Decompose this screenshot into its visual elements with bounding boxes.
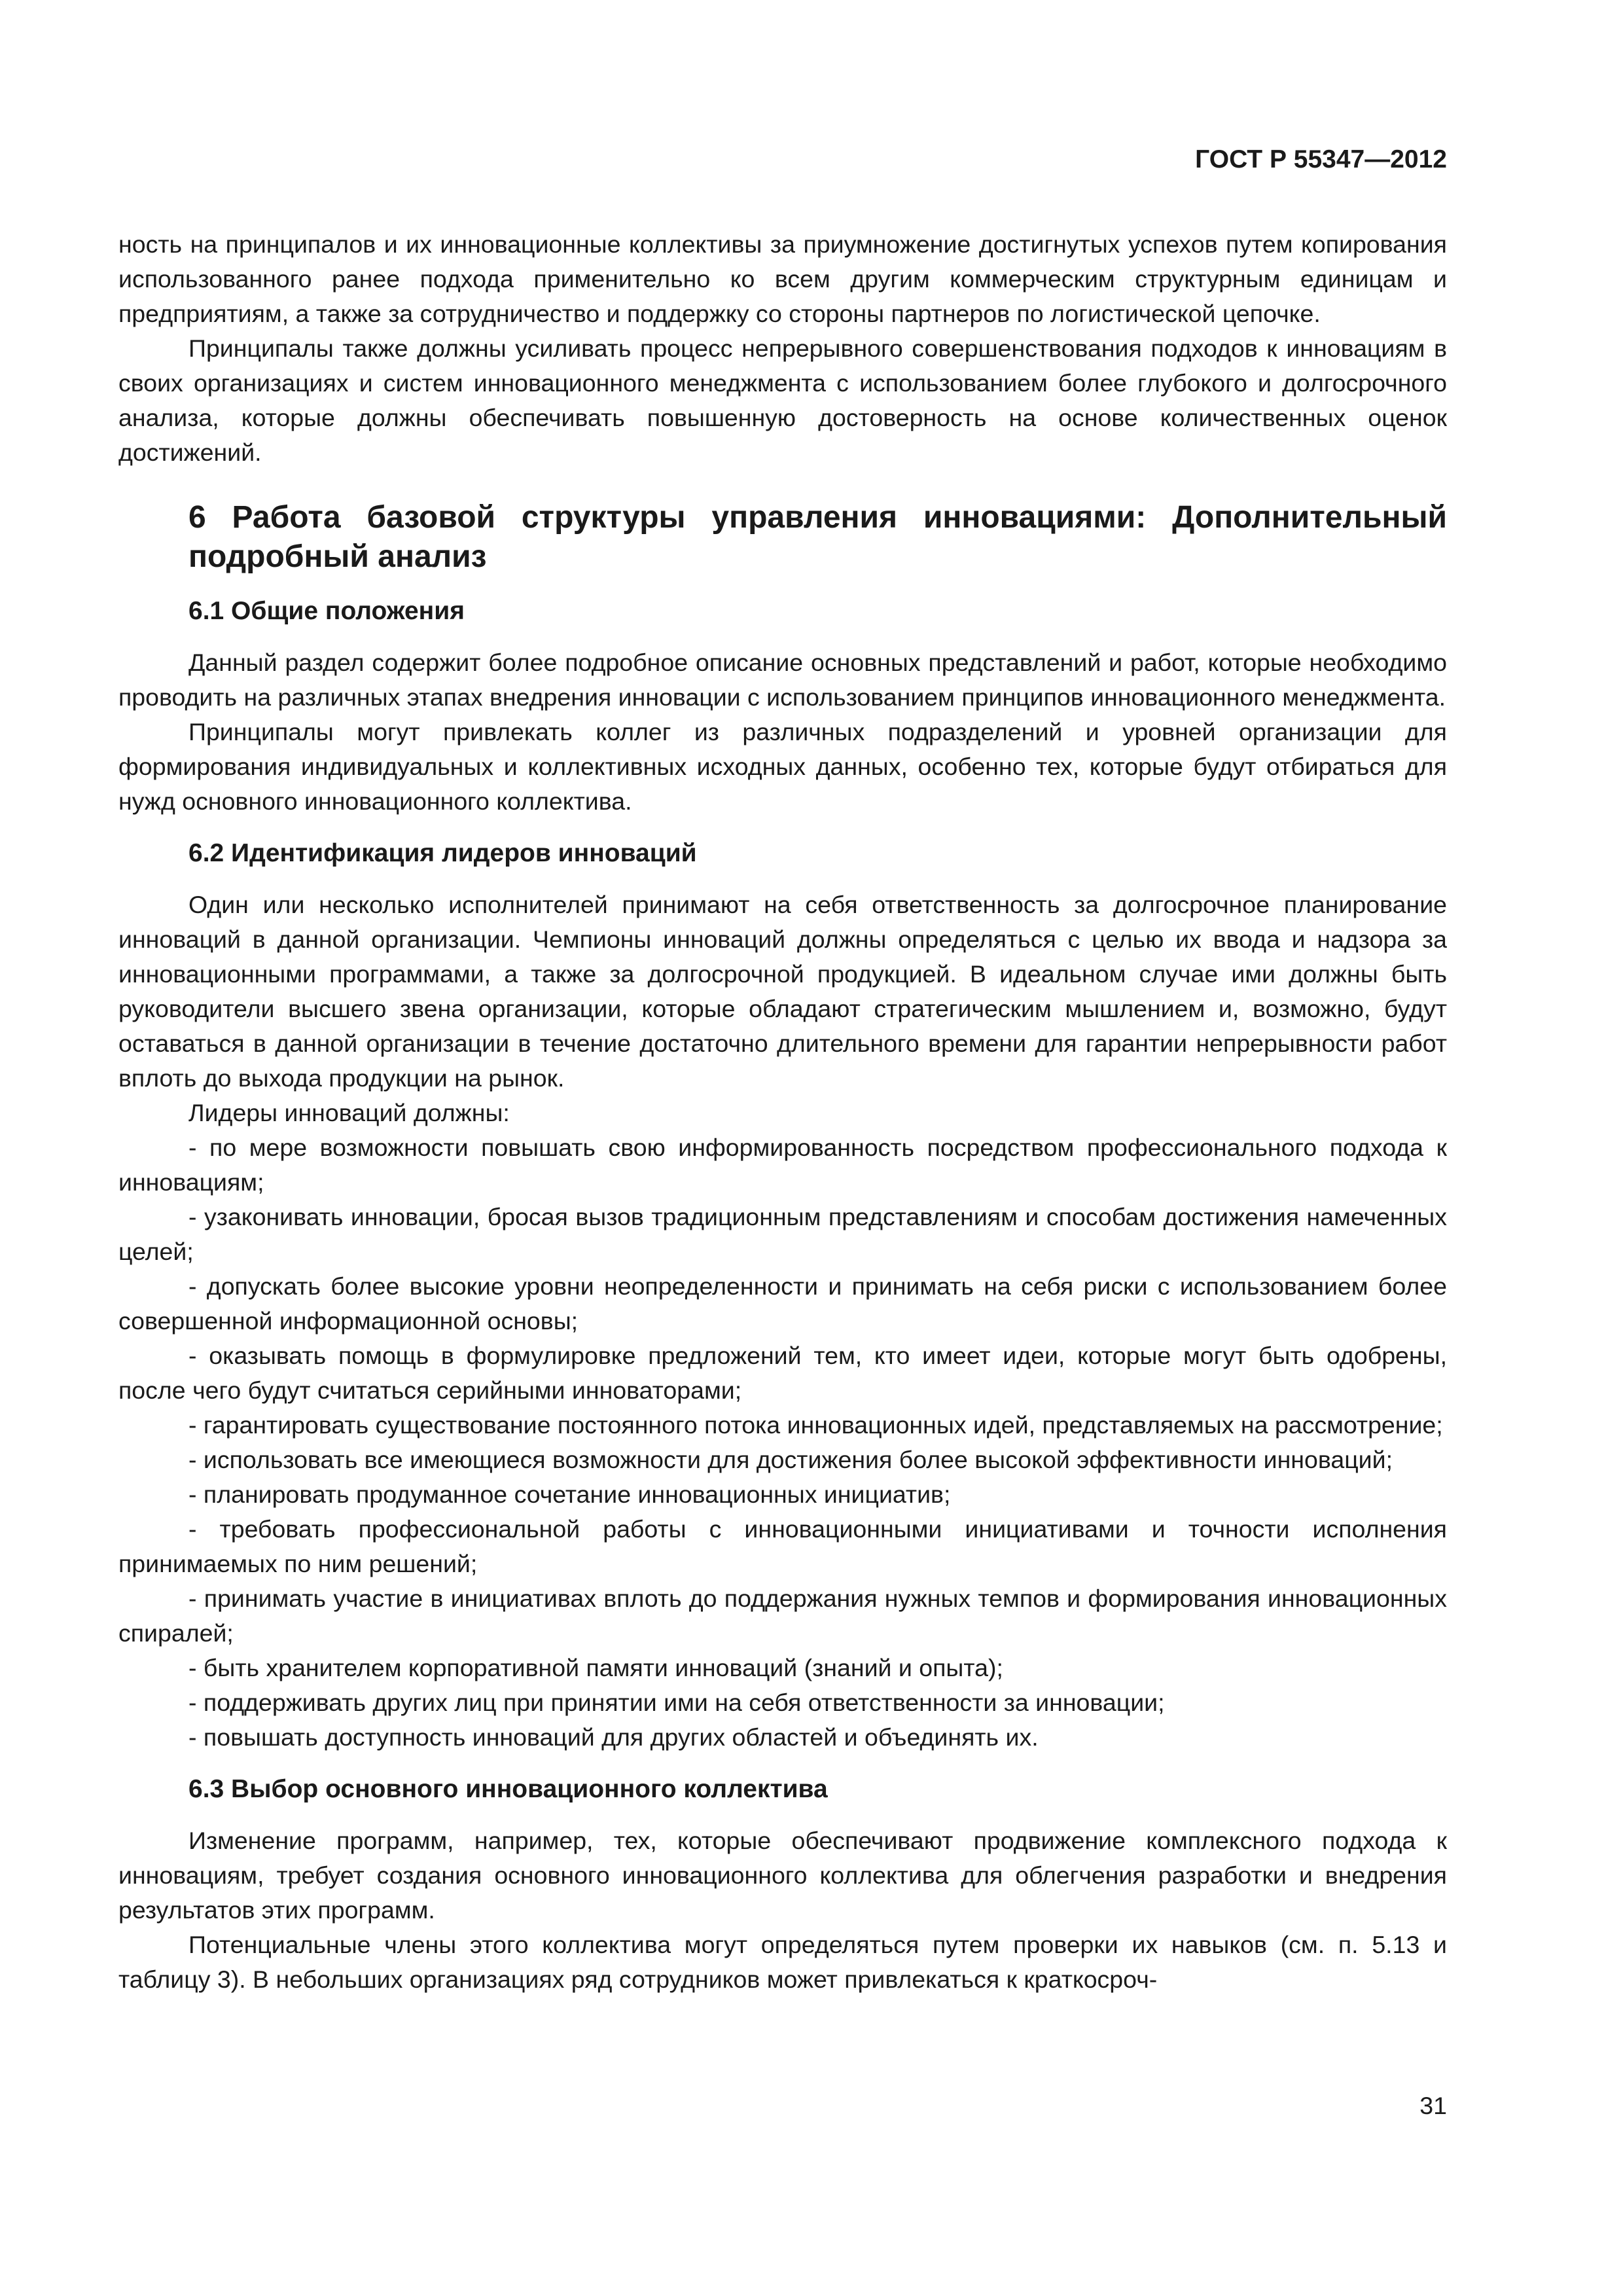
leader-duty-item: - допускать более высокие уровни неопределенности и принимать на себя риски с использованием более совершенной информационной основы;: [118, 1272, 1447, 1335]
document-code-header: ГОСТ Р 55347—2012: [1195, 145, 1447, 173]
leader-duty-item: - принимать участие в инициативах вплоть до поддержания нужных темпов и формирования инновационных спиралей;: [118, 1585, 1447, 1647]
leader-duty-item: - поддерживать других лиц при принятии ими на себя ответственности за инновации;: [188, 1689, 1165, 1716]
page-number: 31: [1419, 2092, 1447, 2119]
leader-duty-item: - по мере возможности повышать свою информированность посредством профессионального подхода к инновациям;: [118, 1134, 1447, 1196]
section-6-1-title: 6.1 Общие положения: [188, 597, 465, 625]
leader-duty-item: - повышать доступность инноваций для других областей и объединять их.: [188, 1723, 1039, 1751]
leader-duty-item: - требовать профессиональной работы с инновационными инициативами и точности исполнения принимаемых по ним решений;: [118, 1515, 1447, 1577]
document-page: [118, 0, 1447, 2296]
section-6-2-paragraph: Лидеры инноваций должны:: [188, 1099, 510, 1126]
leader-duty-item: - быть хранителем корпоративной памяти инноваций (знаний и опыта);: [188, 1654, 1003, 1681]
section-6-3-paragraph: Потенциальные члены этого коллектива могут определяться путем проверки их навыков (см. п. 5.13 и таблицу 3). В небольших организациях ряд сотрудников может привлекаться к краткосроч-: [118, 1931, 1447, 1993]
section-6-title: 6 Работа базовой структуры управления инновациями: Дополнительный подробный анализ: [188, 500, 1447, 574]
leader-duty-item: - оказывать помощь в формулировке предложений тем, кто имеет идеи, которые могут быть одобрены, после чего будут считаться серийными инноваторами;: [118, 1342, 1447, 1404]
leader-duty-item: - использовать все имеющиеся возможности для достижения более высокой эффективности инноваций;: [188, 1446, 1393, 1473]
intro-paragraph-2: Принципалы также должны усиливать процесс непрерывного совершенствования подходов к инновациям в своих организациях и систем инновационного менеджмента с использованием более глубокого и долгосрочного анализа, которые должны обеспечивать повышенную достоверность на основе количественных оценок достижений.: [118, 334, 1447, 466]
leader-duty-item: - планировать продуманное сочетание инновационных инициатив;: [188, 1480, 951, 1508]
section-6-2-title: 6.2 Идентификация лидеров инноваций: [188, 839, 697, 867]
section-6-1-paragraph: Данный раздел содержит более подробное описание основных представлений и работ, которые необходимо проводить на различных этапах внедрения инновации с использованием принципов инновационного менеджмента.: [118, 649, 1447, 711]
page-content: [118, 227, 1447, 1997]
section-6-3-paragraph: Изменение программ, например, тех, которые обеспечивают продвижение комплексного подхода к инновациям, требует создания основного инновационного коллектива для облегчения разработки и внедрения результатов этих программ.: [118, 1827, 1447, 1924]
intro-paragraph-1: ность на принципалов и их инновационные коллективы за приумножение достигнутых успехов путем копирования использованного ранее подхода применительно ко всем другим коммерческим структурным единицам и предприятиям, а также за сотрудничество и поддержку со стороны партнеров по логистической цепочке.: [118, 230, 1447, 327]
section-6-2-paragraph: Один или несколько исполнителей принимают на себя ответственность за долгосрочное планирование инноваций в данной организации. Чемпионы инноваций должны определяться с целью их ввода и надзора за инновационными программами, а также за долгосрочной продукцией. В идеальном случае ими должны быть руководители высшего звена организации, которые обладают стратегическим мышлением и, возможно, будут оставаться в данной организации в течение достаточно длительного времени для гарантии непрерывности работ вплоть до выхода продукции на рынок.: [118, 891, 1447, 1092]
section-6-3-title: 6.3 Выбор основного инновационного коллектива: [188, 1775, 828, 1803]
leader-duty-item: - узаконивать инновации, бросая вызов традиционным представлениям и способам достижения намеченных целей;: [118, 1203, 1447, 1265]
leader-duty-item: - гарантировать существование постоянного потока инновационных идей, представляемых на рассмотрение;: [188, 1411, 1443, 1439]
section-6-1-paragraph: Принципалы могут привлекать коллег из различных подразделений и уровней организации для формирования индивидуальных и коллективных исходных данных, особенно тех, которые будут отбираться для нужд основного инновационного коллектива.: [118, 718, 1447, 815]
